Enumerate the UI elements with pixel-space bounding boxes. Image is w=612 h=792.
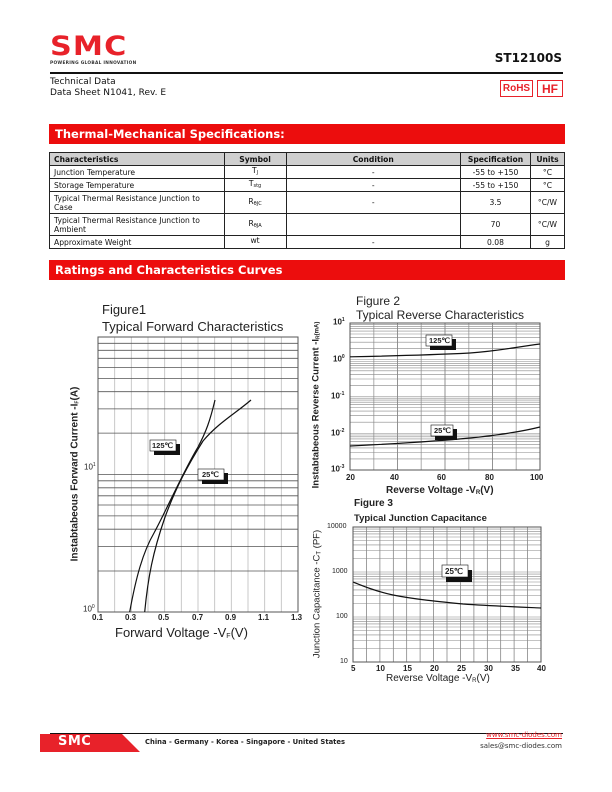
x-tick: 0.9 — [225, 613, 237, 622]
fig2-label-25: 25℃ — [434, 426, 451, 435]
y-tick: 100 — [336, 613, 348, 620]
cell-characteristic: Storage Temperature — [50, 179, 225, 192]
fig3-subtitle: Typical Junction Capacitance — [354, 513, 487, 524]
cell-characteristic: Approximate Weight — [50, 236, 225, 249]
cell-units: °C — [530, 166, 564, 179]
cell-units: °C — [530, 179, 564, 192]
thermal-spec-table — [49, 152, 565, 249]
col-specification: Specification — [461, 153, 531, 166]
fig2-label-125: 125℃ — [429, 336, 450, 345]
cell-specification: -55 to +150 — [461, 179, 531, 192]
x-tick: 30 — [484, 664, 493, 673]
col-units: Units — [530, 153, 564, 166]
table-row — [50, 214, 565, 236]
x-tick: 100 — [530, 473, 544, 482]
cell-specification: 0.08 — [461, 236, 531, 249]
fig3-ylabel: Junction Capacitance $-C_T$ (PF) — [311, 529, 323, 659]
cell-characteristic: Junction Temperature — [50, 166, 225, 179]
fig2-xlabel: Reverse Voltage $-V_R(V)$ — [386, 485, 494, 496]
y-tick: $10^0$ — [333, 354, 345, 364]
col-condition: Condition — [286, 153, 461, 166]
cell-units: g — [530, 236, 564, 249]
x-tick: 0.7 — [192, 613, 204, 622]
cell-symbol: $T_J$ — [224, 166, 286, 179]
cell-symbol: $R_{\theta JA}$ — [224, 214, 286, 236]
x-tick: 15 — [403, 664, 412, 673]
x-tick: 10 — [376, 664, 385, 673]
fig2-title: Figure 2 — [356, 294, 401, 308]
fig1-xlabel: Forward Voltage $-V_F(V)$ — [115, 625, 248, 640]
fig2-subtitle: Typical Reverse Characteristics — [356, 308, 525, 322]
x-tick: 25 — [457, 664, 466, 673]
y-tick: $10^1$ — [333, 317, 345, 327]
doc-ref: Data Sheet N1041, Rev. E — [50, 88, 167, 98]
x-tick: 20 — [430, 664, 439, 673]
smc-logo: SMC — [50, 31, 128, 62]
y-tick: 10000 — [327, 523, 347, 530]
x-tick: 80 — [485, 473, 494, 482]
cell-symbol: $T_{stg}$ — [224, 179, 286, 192]
cell-condition — [286, 214, 461, 236]
fig1-label-25: 25℃ — [202, 470, 219, 479]
cell-specification: 3.5 — [461, 192, 531, 214]
fig3-title: Figure 3 — [354, 498, 393, 509]
fig1-ytick-10-0: $10^0$ — [83, 604, 95, 614]
cell-condition: - — [286, 236, 461, 249]
cell-units: °C/W — [530, 192, 564, 214]
y-tick: $10^{-3}$ — [331, 464, 345, 474]
fig2-plot — [350, 323, 540, 470]
cell-specification: 70 — [461, 214, 531, 236]
footer-email-link[interactable]: sales@smc-diodes.com — [480, 742, 562, 750]
cell-condition: - — [286, 179, 461, 192]
x-tick: 0.1 — [92, 613, 104, 622]
cell-condition: - — [286, 166, 461, 179]
cell-units: °C/W — [530, 214, 564, 236]
footer-countries: China - Germany - Korea - Singapore - United States — [145, 738, 346, 746]
col-characteristics: Characteristics — [50, 153, 225, 166]
x-tick: 0.5 — [158, 613, 170, 622]
cell-condition: - — [286, 192, 461, 214]
table-row — [50, 179, 565, 192]
table-header-row — [50, 153, 565, 166]
thermal-section-title: Thermal-Mechanical Specifications: — [49, 124, 565, 144]
footer-website-link[interactable]: www.smc-diodes.com — [486, 731, 562, 739]
x-tick: 5 — [351, 664, 356, 673]
doc-type: Technical Data — [50, 77, 116, 87]
logo-tagline: POWERING GLOBAL INNOVATION — [50, 61, 137, 66]
y-tick: 10 — [340, 658, 348, 665]
table-row — [50, 236, 565, 249]
cell-symbol: wt — [224, 236, 286, 249]
fig3-plot — [353, 527, 541, 662]
x-tick: 1.1 — [258, 613, 270, 622]
rohs-badge: RoHS — [500, 80, 533, 97]
table-row — [50, 192, 565, 214]
cell-symbol: $R_{\theta JC}$ — [224, 192, 286, 214]
header-divider — [50, 72, 563, 74]
cell-specification: -55 to +150 — [461, 166, 531, 179]
fig1-title: Figure1 — [102, 302, 147, 317]
cell-characteristic: Typical Thermal Resistance Junction to Case — [50, 192, 225, 214]
x-tick: 1.3 — [291, 613, 303, 622]
fig1-plot — [98, 337, 298, 612]
fig1-ytick-10-1: $10^1$ — [84, 462, 96, 472]
document-info — [50, 77, 166, 99]
table-row — [50, 166, 565, 179]
x-tick: 40 — [390, 473, 399, 482]
x-tick: 60 — [437, 473, 446, 482]
y-tick: $10^{-1}$ — [331, 391, 345, 401]
x-tick: 0.3 — [125, 613, 137, 622]
curves-section-title: Ratings and Characteristics Curves — [49, 260, 565, 280]
fig1-subtitle: Typical Forward Characteristics — [102, 319, 284, 334]
y-tick: 1000 — [332, 568, 348, 575]
fig3-xlabel: Reverse Voltage $-V_R(V)$ — [386, 673, 490, 684]
fig3-label-25: 25℃ — [445, 567, 463, 576]
fig1-label-125: 125℃ — [152, 441, 173, 450]
part-number: ST12100S — [494, 51, 562, 65]
x-tick: 40 — [537, 664, 546, 673]
x-tick: 35 — [511, 664, 520, 673]
fig2-ylabel: Instabtabeous Reverse Current $-I_R(mA)$ — [310, 321, 322, 489]
footer-logo: SMC — [58, 734, 92, 749]
col-symbol: Symbol — [224, 153, 286, 166]
cell-characteristic: Typical Thermal Resistance Junction to Ambient — [50, 214, 225, 236]
fig1-ylabel: Instabtabeous Forward Current $-I_F(A)$ — [69, 386, 81, 562]
hf-badge: HF — [537, 80, 563, 97]
x-tick: 20 — [346, 473, 355, 482]
y-tick: $10^{-2}$ — [331, 428, 345, 438]
